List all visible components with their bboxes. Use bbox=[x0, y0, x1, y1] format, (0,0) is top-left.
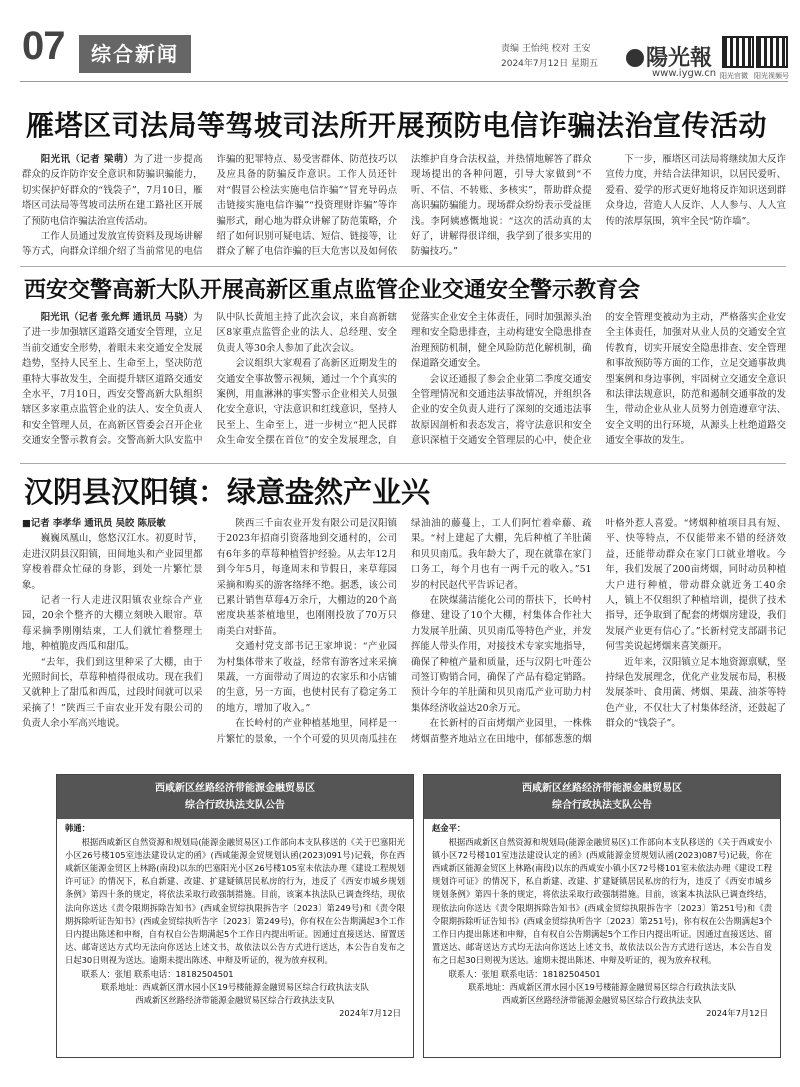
notice-text: 根据西咸新区自然资源和规划局(能源金融贸易区)工作部向本支队移送的《关于巴塞阳光小区26号楼105室违法建设认定的函》(西咸能源金贸规划认函(2023)091号)记载，你在西咸新区能源金贸区上林路(南段)以东的巴塞阳光小区26号楼105室未依法办理《建设工程规划许可证》的情况下，私自新建、改建、扩建疑镇居民私房的行为，违反了《西安市城乡规划条例》第四十条的规定，将依法采取行政强制措施。目前，该案本执法队已调查终结，现依法向你送达《责令限期拆除告知书》(西咸金贸综执限拆告字〔2023〕第249号)和《责令限期拆除听证告知书》(西咸金贸综执听告字〔2023〕第249号)，你有权在公告期满起3个工作日内提出陈述和申辩，自有权自公告期满起5个工作日内提出听证。因通过直接送达、留置送达、邮寄送达方式均无法向你送达上述文书，故依法以公告方式进行送达，本公告自发布之日起30日则视为送达。逾期未提出陈述、申辩及听证的，视为放弃权利。 bbox=[65, 837, 405, 965]
page-number: 07 bbox=[22, 24, 65, 68]
qr-code-icon bbox=[756, 36, 788, 68]
header-rule bbox=[20, 81, 788, 82]
article-paragraph: 会议组织大家观看了高新区近期发生的交通安全事故警示视频，通过一个个真实的案例，用血淋淋的事实警示企业相关人员强化安全意识，守法意识和红线意识，坚持人民至上、生命至上，进一步树立“把人民群众生命安全摆在首位”的安全发展理念，自觉落实企业安全主体责任，同时加强源头治理和安全隐患排查，主动构建安全隐患排查治理预防机制，健全风险防范化解机制，确保道路交通安全。 bbox=[216, 312, 592, 447]
notice-issuer: 西咸新区丝路经济带能源金融贸易区综合行政执法支队 bbox=[135, 995, 335, 1006]
notice-text: 根据西咸新区自然资源和规划局(能源金融贸易区)工作部向本支队移送的《关于西咸安小镇小区72号楼101室违法建设认定的函》(西咸能源金贸规划认函(2023)087号)记载，你在西咸新区能源金贸区上林路(南段)以东的西咸安小镇小区72号楼101室未依法办理《建设工程规划许可证》的情况下，私自新建、改建、扩建疑镇居民私房的行为，违反了《西安市城乡规划条例》第四十条的规定，将依法采取行政强制措施。目前，该案本执法队已调查终结，现依法向你送达《责令限期拆除告知书》(西咸金贸综执限拆告字〔2023〕第251号)和《责令限期拆除听证告知书》(西咸金贸综执听告字〔2023〕第251号)，你有权在公告期满起3个工作日内提出陈述和申辩，自有权自公告期满起5个工作日内提出听证。因通过直接送达、留置送达、邮寄送达方式均无法向你送达上述文书，故依法以公告方式进行送达，本公告自发布之日起30日则视为送达。逾期未提出陈述、申辩及听证的，视为放弃权利。 bbox=[432, 837, 772, 965]
qr-caption: 阳光官微 bbox=[720, 72, 748, 80]
article-paragraph: 阳光讯（记者 张允辉 通讯员 马骁）为了进一步加强辖区道路交通安全管理，立足当前交通安全形势，着眼未来交通安全发展趋势，坚持人民至上、生命至上，坚决防范重特大事故发生，全面提升辖区道路交通安全水平，7月10日，西安交警高新大队组织辖区多家重点监管企业的法人、安全负责人和安全管理人员，在高新区管委会召开企业交通安全警示教育会。交警高新大队安监中队中队长黄旭主持了此次会议，来自高新辖区8家重点监管企业的法人、总经理、安全负责人等30余人参加了此次会议。 bbox=[22, 312, 397, 447]
sun-icon bbox=[626, 49, 644, 67]
masthead bbox=[0, 0, 800, 84]
notice-title: 西咸新区丝路经济带能源金融贸易区 bbox=[155, 783, 315, 794]
section-title: 综合新闻 bbox=[79, 35, 191, 73]
article-paragraph: 下一步，雁塔区司法局将继续加大反诈宣传力度，并结合法律知识，以居民爱听、爱看、爱学的形式更好地将反诈知识送到群众身边，营造人人反诈、人人参与、人人宣传的浓厚氛围，筑牢全民“防诈墙”。 bbox=[605, 154, 786, 227]
notice-subtitle: 综合行政执法支队公告 bbox=[552, 800, 652, 811]
qr-code-icon bbox=[722, 36, 754, 68]
article-byline: ■记者 李孝华 通讯员 吴皎 陈辰敏 bbox=[22, 518, 166, 529]
article-headline: 雁塔区司法局等驾坡司法所开展预防电信诈骗法治宣传活动 bbox=[26, 109, 768, 142]
notice-subtitle: 综合行政执法支队公告 bbox=[185, 800, 285, 811]
notice-title: 西咸新区丝路经济带能源金融贸易区 bbox=[522, 783, 682, 794]
editor-line: 责编 王怡纯 校对 王安 bbox=[501, 44, 591, 54]
legal-notice bbox=[423, 774, 781, 1058]
notice-header bbox=[57, 775, 413, 819]
article-headline: 汉阴县汉阳镇：绿意盎然产业兴 bbox=[24, 475, 431, 509]
notice-addressee: 赵金平： bbox=[432, 823, 466, 833]
article-paragraph: 会议还通报了参会企业第二季度交通安全管理情况和交通违法事故情况，并组织各企业的安全负责人进行了深刻的交通违法事故原因剖析和表态发言，将守法意识和安全意识深植于交通安全管理层的心中，使企业的安全管理变被动为主动，严格落实企业安全主体责任，加强对从业人员的交通安全宣传教育，切实开展安全隐患排查、安全管理和事故预防等方面的工作，立足交通事故典型案例和身边事例，牢固树立交通安全意识和法律法规意识，防范和遏制交通事故的发生，带动企业从业人员努力创造遵章守法、安全文明的出行环境，从源头上杜绝道路交通安全事故的发生。 bbox=[411, 312, 786, 447]
article-byline: 阳光讯（记者 梁萌） bbox=[40, 154, 134, 165]
article-paragraph: 在陕煤蒲洁能化公司的帮扶下，长岭村修建、建设了10个大棚，村集体合作社大力发展羊肚菌、贝贝南瓜等特色产业，并发挥能人带头作用，对接技术专家实地指导，确保了种植产量和质量，还与汉阴七叶莲公司签订购销合同，确保了产品有稳定销路。预计今年的羊肚菌和贝贝南瓜产业可助力村集体经济收益达20余万元。 bbox=[411, 595, 592, 714]
notice-date: 2024年7月12日 bbox=[339, 1008, 401, 1019]
logo-url: www.iygw.cn bbox=[652, 68, 717, 79]
date-line: 2024年7月12日 星期五 bbox=[501, 59, 598, 69]
article-paragraph: 在长岭村的产业种植基地里，同样是一片繁忙的景象，一个个可爱的贝贝南瓜挂在绿油油的藤蔓上，工人们阿忙着牵藤、疏果。“村上建起了大棚，先后种植了羊肚菌和贝贝南瓜。我年龄大了，现在就靠在家门口务工，每个月也有一两千元的收入。”51岁的村民赵代平告诉记者。 bbox=[216, 518, 592, 745]
article-paragraph: “去年，我们到这里种采了大棚，由于光照时间长，草莓种植得很成功。现在我们又就种上了甜瓜和西瓜，过段时间就可以采采摘了！”陕西三千亩农业开发有限公司的负责人余小军高兴地说。 bbox=[22, 656, 203, 730]
article-divider bbox=[20, 266, 786, 267]
article-paragraph: 在长新村的百亩烤烟产业园里，一株株烤烟苗整齐地站立在田地中，郁郁葱葱的烟叶格外惹人喜爱。“烤烟种植项目具有短、平、快等特点，不仅能带来不错的经济效益，还能带动群众在家门口就业增收。今年，我们发展了200亩烤烟，同时动员种植大户进行种植，带动群众就近务工40余人，镇上不仅组织了种植培训，提供了技术指导，还争取到了配套的烤烟房建设，我们发展产业更有信心了。”长新村党支部副书记何雪美说起烤烟来喜笑颜开。 bbox=[411, 518, 786, 745]
article-paragraph: 工作人员通过发放宣传资料及现场讲解等方式，向群众详细介绍了当前常见的电信诈骗的犯罪特点、易受害群体、防范技巧以及应具备的防骗反诈意识。工作人员还针对“假冒公检法实施电信诈骗”“冒充导码点击链接实施电信诈骗”“投资理财诈骗”等诈骗形式，耐心地为群众讲解了防范策略，介绍了如何识别可疑电话、短信、链接等，让群众了解了电信诈骗的巨大危害以及如何依法维护自身合法权益，并热情地解答了群众现场提出的各种问题，引导大家做到“不听、不信、不转账、多核实”，帮助群众提高识骗防骗能力。现场群众纷纷表示受益匪浅。李阿姨感慨地说：“这次的活动真的太好了，讲解得很详细，我学到了很多实用的防骗技巧。” bbox=[22, 154, 592, 258]
article-body bbox=[22, 516, 786, 759]
notice-body bbox=[424, 819, 780, 1020]
notice-contact: 联系人：张旭 联系电话：18182504501 bbox=[81, 969, 234, 980]
notice-header bbox=[424, 775, 780, 819]
article-headline: 西安交警高新大队开展高新区重点监管企业交通安全警示教育会 bbox=[24, 278, 641, 303]
article-paragraph: 近年来，汉阳镇立足本地资源禀赋，坚持绿色发展理念，优化产业发展布局，积极发展茶叶、食用菌、烤烟、果蔬、油茶等特色产业，不仅壮大了村集体经济，还鼓起了群众的“钱袋子”。 bbox=[605, 656, 786, 730]
article-paragraph: 陕西三千亩农业开发有限公司是汉阳镇于2023年招商引资落地到交通村的，公司有6年多的草莓种植管护经验。从去年12月到今年5月，每逢周末和节假日，来草莓园采摘和购买的游客络绎不绝。据悉，该公司已累计销售草莓4万余斤，大棚边的20个高密度块基茶植地里，也刚刚投放了70万只南美白对虾苗。 bbox=[216, 518, 397, 637]
logo-text: 陽光報 bbox=[646, 46, 713, 71]
notice-address: 联系地址：西咸新区渭水园小区19号楼能源金融贸易区综合行政执法支队 bbox=[468, 982, 736, 993]
credits bbox=[501, 42, 598, 72]
notice-address: 联系地址：西咸新区渭水园小区19号楼能源金融贸易区综合行政执法支队 bbox=[101, 982, 369, 993]
article-body bbox=[22, 310, 786, 462]
article-paragraph: 巍巍凤凰山，悠悠汉江水。初夏时节，走进汉阴县汉阳镇，田间地头和产业园里都穿梭着群众忙碌的身影，到处一片繁忙景象。 bbox=[22, 533, 203, 591]
notice-contact: 联系人：张旭 联系电话：18182504501 bbox=[448, 969, 601, 980]
legal-notice bbox=[56, 774, 414, 1058]
notice-body bbox=[57, 819, 413, 1020]
article-body bbox=[22, 152, 786, 265]
article-paragraph: 阳光讯（记者 梁萌）为了进一步提高群众的反诈防诈安全意识和防骗识骗能力，切实保护好群众的“钱袋子”，7月10日，雁塔区司法局等驾坡司法所在建工路社区开展了预防电信诈骗法治宣传活动。 bbox=[22, 154, 203, 227]
article-paragraph: 记者一行人走进汉阳镇农业综合产业园，20余个整齐的大棚立刻映入眼帘。草莓采摘季刚刚结束，工人们就忙着整理土地，种植脆皮西瓜和甜瓜。 bbox=[22, 595, 203, 653]
qr-caption: 阳光视频号 bbox=[754, 72, 789, 80]
notice-addressee: 韩通： bbox=[65, 823, 90, 833]
notice-date: 2024年7月12日 bbox=[706, 1008, 768, 1019]
article-paragraph: 交通村党支部书记王家坤说：“产业园为村集体带来了收益，经常有游客过来采摘果蔬，一方面带动了周边的农家乐和小店铺的生意，另一方面，也使村民有了稳定务工的地方，增加了收入。” bbox=[216, 641, 397, 714]
notice-issuer: 西咸新区丝路经济带能源金融贸易区综合行政执法支队 bbox=[502, 995, 702, 1006]
article-byline: 阳光讯（记者 张允辉 通讯员 马骁） bbox=[40, 312, 194, 323]
article-divider bbox=[20, 463, 786, 464]
